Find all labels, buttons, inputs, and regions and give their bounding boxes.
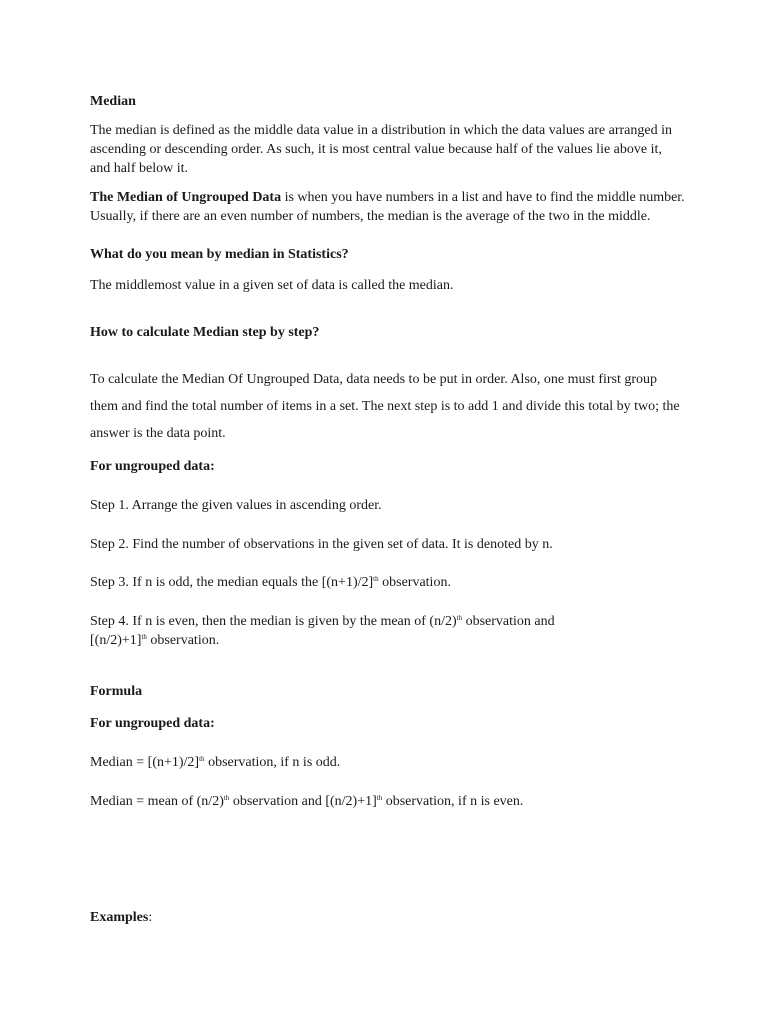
superscript-th: th bbox=[199, 755, 205, 763]
question-steps: How to calculate Median step by step? bbox=[90, 325, 320, 340]
formula-even: Median = mean of $(n/2)^{th}$ observation and $[(n/2)+1]^{th}$ observation, if n is even. bbox=[90, 794, 524, 809]
heading-formula: Formula bbox=[90, 684, 143, 699]
heading-examples: Examples: bbox=[90, 910, 153, 925]
superscript-th: th bbox=[456, 614, 463, 622]
ungrouped-intro-paragraph bbox=[90, 188, 690, 226]
superscript-th: th bbox=[376, 794, 383, 802]
step-2: Step 2. Find the number of observations in the given set of data. It is denoted by n. bbox=[90, 537, 553, 552]
question-statistics: What do you mean by median in Statistics? bbox=[90, 247, 349, 262]
superscript-th: th bbox=[223, 794, 230, 802]
definition-line-2: ascending or descending order. As such, it is most central value because half of the values lie above it, bbox=[90, 142, 662, 157]
heading-median: Median bbox=[90, 94, 136, 109]
step-1: Step 1. Arrange the given values in ascending order. bbox=[90, 498, 382, 513]
superscript-th: th bbox=[141, 633, 147, 641]
definition-line-3: and half below it. bbox=[90, 161, 188, 176]
superscript-th: th bbox=[373, 575, 379, 583]
calculation-paragraph bbox=[90, 366, 690, 447]
step-4: Step 4. If n is even, then the median is given by the mean of $(n/2)^{th}$ observation and $[(n/2)+1]^{th}$ observation. bbox=[90, 614, 555, 648]
heading-ungrouped-data-1: For ungrouped data: bbox=[90, 459, 215, 474]
calculation-line-2: them and find the total number of items in a set. The next step is to add 1 and divide this total by two; the bbox=[90, 399, 680, 414]
ungrouped-intro-line-2: Usually, if there are an even number of numbers, the median is the average of the two in the middle. bbox=[90, 209, 651, 224]
answer-statistics: The middlemost value in a given set of data is called the median. bbox=[90, 278, 454, 293]
ungrouped-intro-line-1: is when you have numbers in a list and have to find the middle number. bbox=[281, 190, 685, 205]
step-3: Step 3. If n is odd, the median equals the $[(n+1)/2]^{th}$ observation. bbox=[90, 575, 451, 590]
definition-paragraph bbox=[90, 121, 690, 178]
definition-line-1: The median is defined as the middle data value in a distribution in which the data values are arranged in bbox=[90, 123, 672, 138]
formula-odd: Median = $[(n+1)/2]^{th}$ observation, if n is odd. bbox=[90, 755, 341, 770]
calculation-line-3: answer is the data point. bbox=[90, 426, 226, 441]
heading-ungrouped-data-2: For ungrouped data: bbox=[90, 716, 215, 731]
calculation-line-1: To calculate the Median Of Ungrouped Data, data needs to be put in order. Also, one must first group bbox=[90, 372, 658, 387]
ungrouped-intro-bold: The Median of Ungrouped Data bbox=[90, 190, 282, 205]
